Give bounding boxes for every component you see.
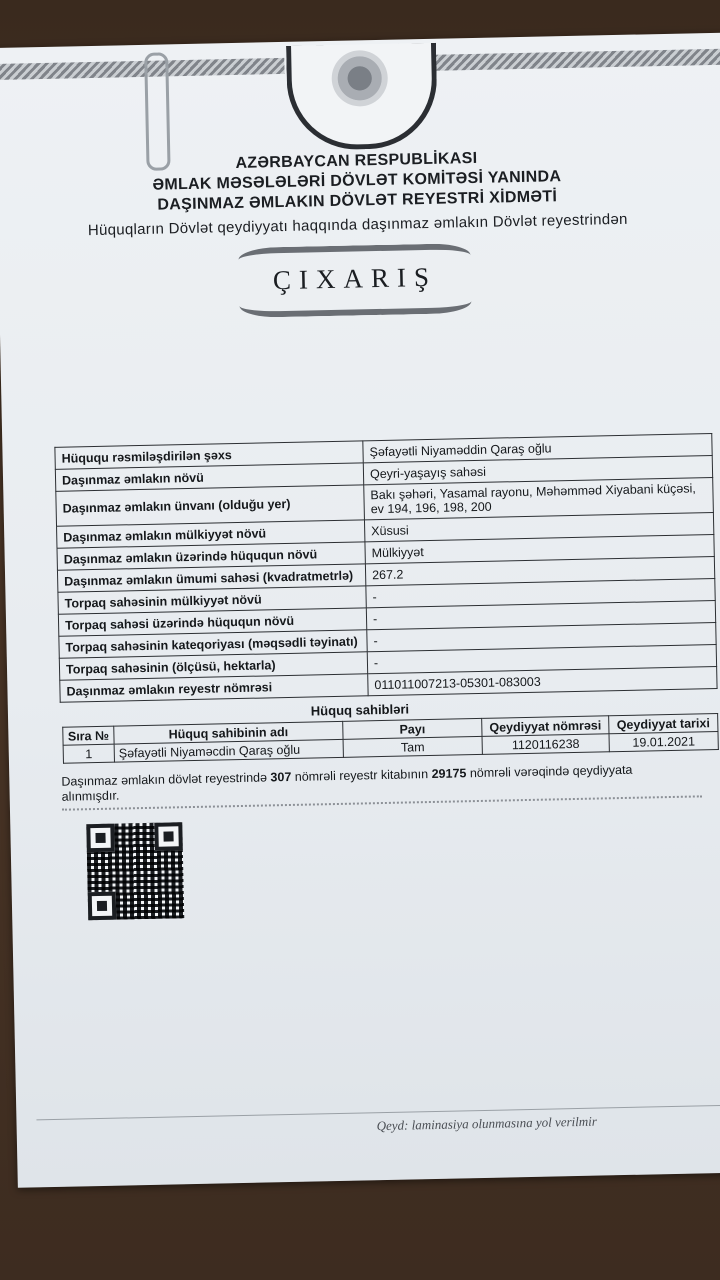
note-text: nömrəli reyestr kitabının [291,766,432,784]
note-text: nömrəli vərəqində qeydiyyata alınmışdır. [61,762,633,804]
col-header: Sıra № [63,726,114,745]
row-label: Daşınmaz əmlakın ümumi sahəsi (kvadratmetrlə) [57,564,365,592]
row-label: Torpaq sahəsinin (ölçüsü, hektarla) [59,652,367,680]
row-label: Daşınmaz əmlakın üzərində hüququn növü [57,542,365,570]
property-info-table [54,433,717,703]
col-header: Qeydiyyat tarixi [609,713,718,733]
book-number: 307 [270,769,292,785]
row-label: Hüququ rəsmiləşdirilən şəxs [55,441,363,469]
row-label: Daşınmaz əmlakın ünvanı (olduğu yer) [56,485,365,526]
header-subtitle: Hüquqların Dövlət qeydiyyatı haqqında daşınmaz əmlakın Dövlət reyestrindən [87,210,628,240]
col-header: Qeydiyyat nömrəsi [482,716,609,737]
header-line-1: AZƏRBAYCAN RESPUBLİKASI [235,149,478,172]
header-line-3: DAŞINMAZ ƏMLAKIN DÖVLƏT REYESTRİ XİDMƏTİ [157,188,558,214]
row-label: Torpaq sahəsinin mülkiyyət növü [58,586,366,614]
row-value: - [367,645,716,674]
row-label: Daşınmaz əmlakın reyestr nömrəsi [60,674,368,702]
owners-title: Hüquq sahibləri [310,701,410,719]
row-value: - [367,623,716,652]
header-line-2: ƏMLAK MƏSƏLƏLƏRİ DÖVLƏT KOMİTƏSİ YANINDA [152,168,562,194]
qr-finder [154,822,183,851]
decorative-band-left [0,58,285,80]
title-frame [238,243,471,318]
decorative-band-right [434,48,720,70]
owner-index: 1 [63,744,114,763]
footer-note: Qeyd: laminasiya olunmasına yol verilmir [376,1113,598,1134]
col-header: Hüquq sahibinin adı [114,721,343,744]
row-value: Mülkiyyət [365,535,714,564]
row-label: Daşınmaz əmlakın mülkiyyət növü [57,520,365,548]
qr-finder [86,824,115,853]
row-value: Qeyri-yaşayış sahəsi [363,456,712,485]
qr-finder [88,892,117,921]
qr-code-icon[interactable] [86,822,184,920]
document-sheet [0,33,720,1188]
row-label: Torpaq sahəsinin kateqoriyası (məqsədli təyinatı) [59,630,367,658]
row-label: Daşınmaz əmlakın növü [55,463,363,491]
row-value: Xüsusi [364,513,713,542]
row-value: 011011007213-05301-083003 [368,667,717,696]
document-title: ÇIXARIŞ [272,261,438,296]
row-label: Torpaq sahəsi üzərində hüququn növü [58,608,366,636]
note-text: Daşınmaz əmlakın dövlət reyestrində [61,770,271,789]
paper-clip-icon [144,52,170,170]
registration-date: 19.01.2021 [609,731,718,751]
page-number: 29175 [431,766,467,781]
registration-number: 1120116238 [482,734,609,755]
row-value: Bakı şəhəri, Yasamal rayonu, Məhəmməd Xiyabani küçəsi, ev 194, 196, 198, 200 [364,478,714,520]
col-header: Payı [343,718,482,739]
owner-name: Şəfayətli Niyaməcdin Qaraş oğlu [114,739,343,762]
state-emblem-icon [286,43,438,151]
row-value: - [366,601,715,630]
row-value: Şəfayətli Niyaməddin Qaraş oğlu [363,434,712,463]
owner-share: Tam [343,736,482,757]
row-value: - [366,579,715,608]
row-value: 267.2 [365,557,714,586]
